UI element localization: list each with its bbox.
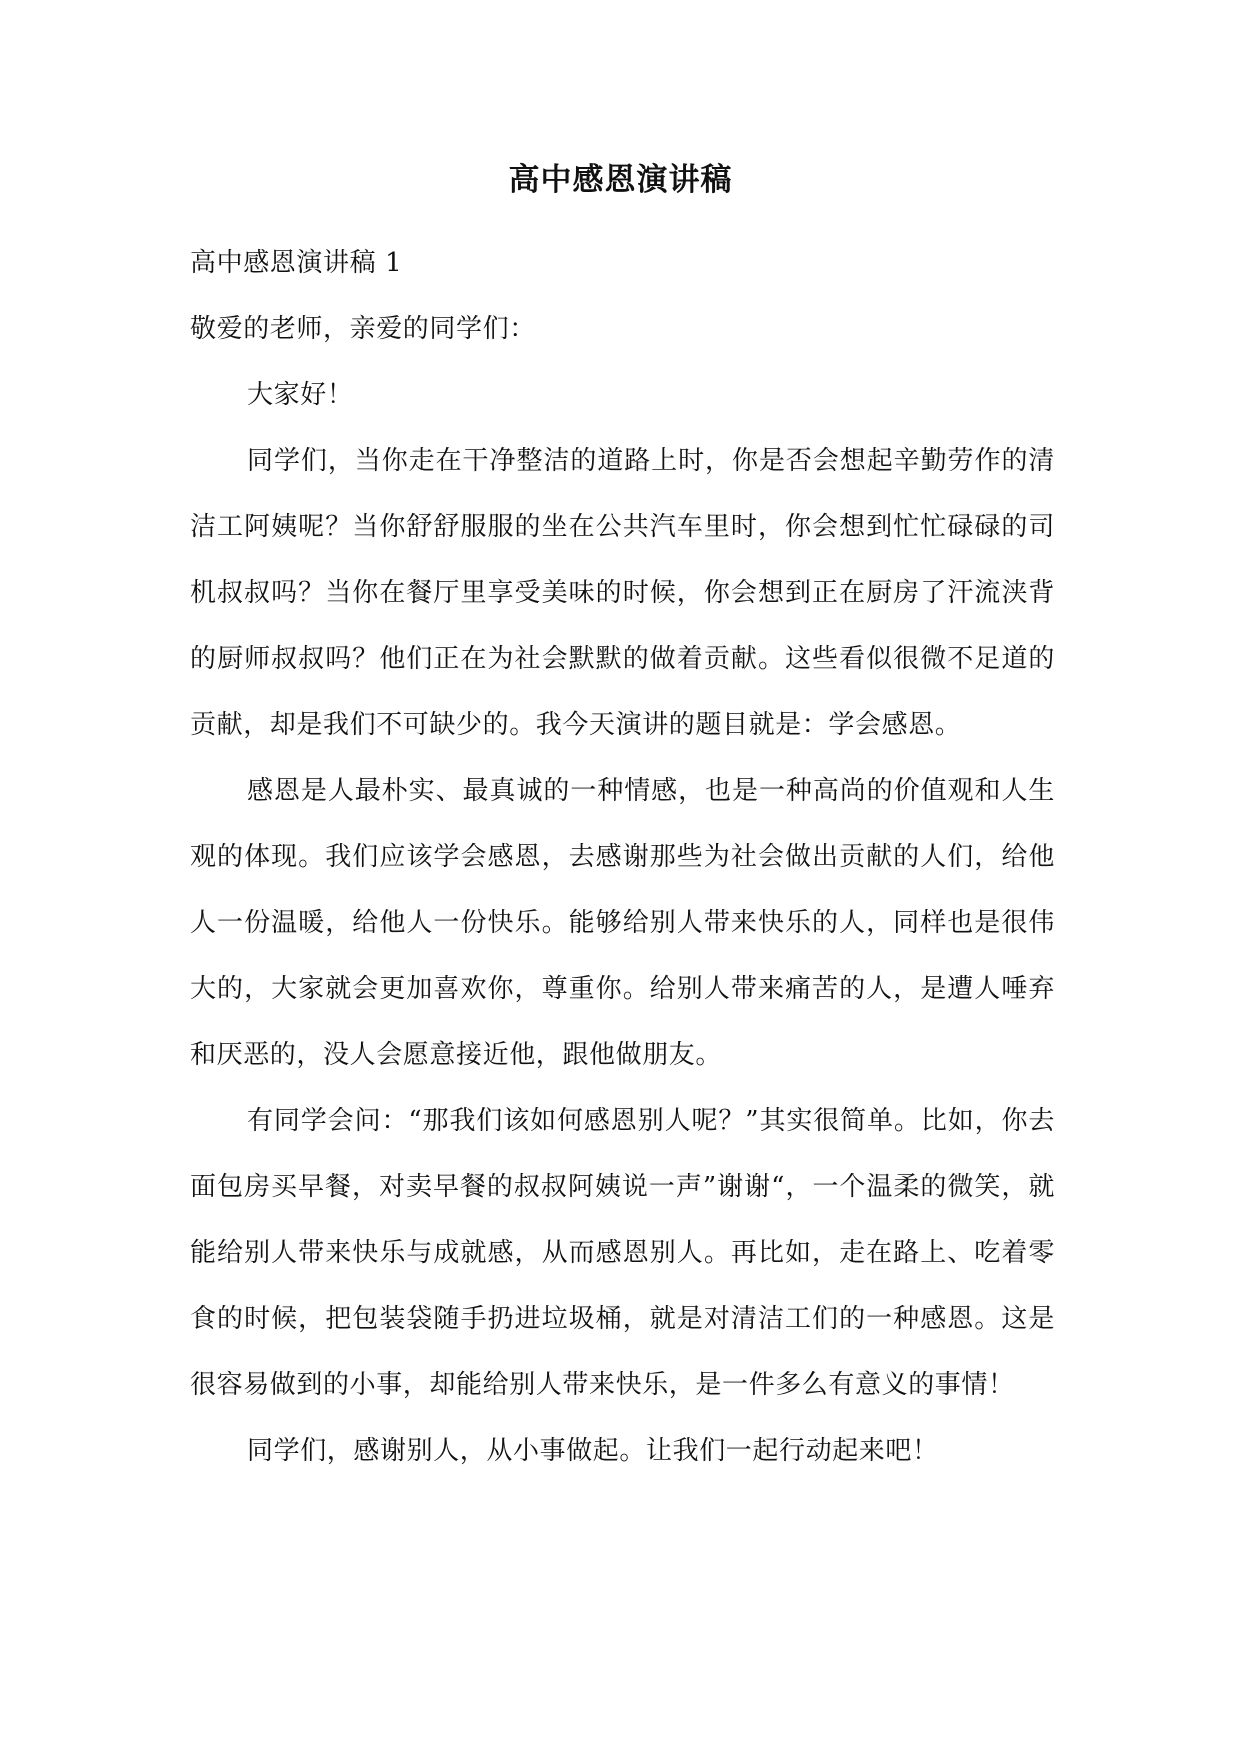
paragraph: 有同学会问：“那我们该如何感恩别人呢？”其实很简单。比如，你去面包房买早餐，对卖早餐的叔叔阿姨说一声”谢谢“，一个温柔的微笑，就能给别人带来快乐与成就感，从而感恩别人。再比如，走在路上、吃着零食的时候，把包装袋随手扔进垃圾桶，就是对清洁工们的一种感恩。这是很容易做到的小事，却能给别人带来快乐，是一件多么有意义的事情！ [190,1106,1055,1400]
paragraph: 感恩是人最朴实、最真诚的一种情感，也是一种高尚的价值观和人生观的体现。我们应该学会感恩，去感谢那些为社会做出贡献的人们，给他人一份温暖，给他人一份快乐。能够给别人带来快乐的人，同样也是很伟大的，大家就会更加喜欢你，尊重你。给别人带来痛苦的人，是遭人唾弃和厌恶的，没人会愿意接近他，跟他做朋友。 [190,776,1055,1070]
document-title: 高中感恩演讲稿 [508,162,733,198]
paragraph: 同学们，感谢别人，从小事做起。让我们一起行动起来吧！ [247,1436,939,1466]
salutation: 敬爱的老师，亲爱的同学们： [190,314,536,344]
document-body [190,230,1055,1484]
greeting: 大家好！ [247,380,354,410]
paragraph: 同学们，当你走在干净整洁的道路上时，你是否会想起辛勤劳作的清洁工阿姨呢？当你舒舒服服的坐在公共汽车里时，你会想到忙忙碌碌的司机叔叔吗？当你在餐厅里享受美味的时候，你会想到正在厨房了汗流浃背的厨师叔叔吗？他们正在为社会默默的做着贡献。这些看似很微不足道的贡献，却是我们不可缺少的。我今天演讲的题目就是：学会感恩。 [190,446,1055,740]
section-heading: 高中感恩演讲稿 1 [190,248,403,278]
